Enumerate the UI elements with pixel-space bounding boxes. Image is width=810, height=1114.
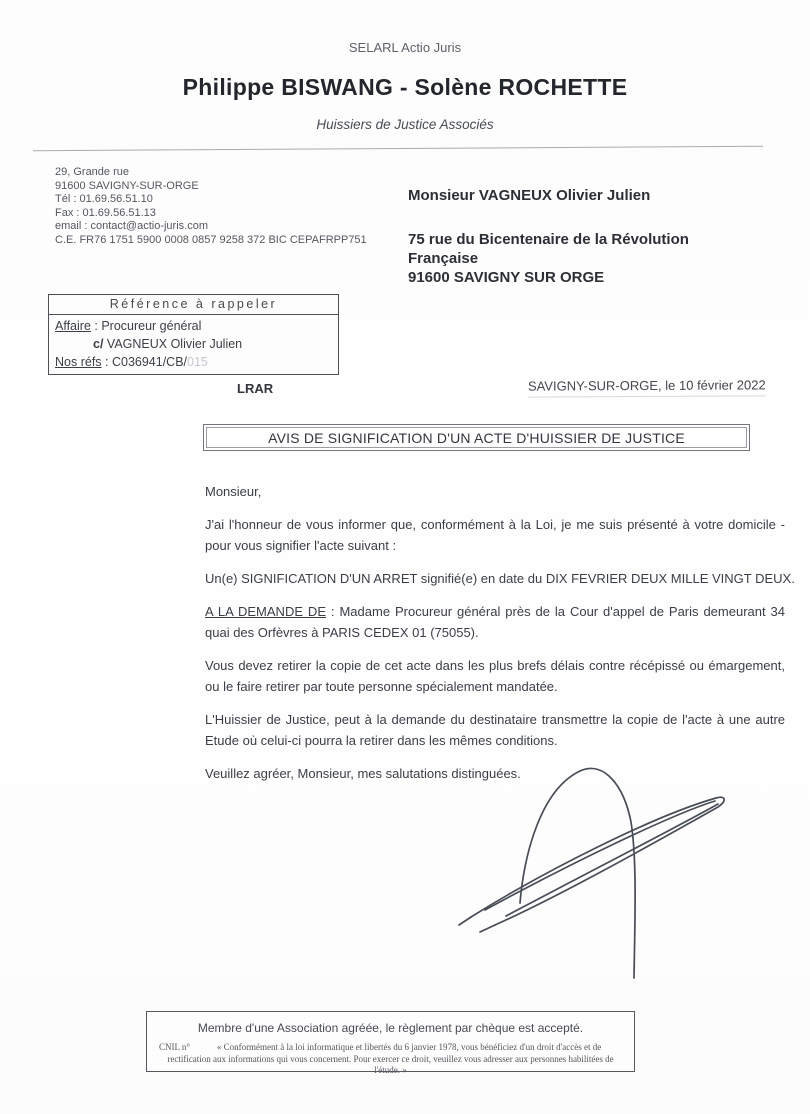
recipient-address-block — [408, 186, 689, 287]
refs-faint-suffix: 015 — [187, 355, 208, 369]
office-bank-details: C.E. FR76 1751 5900 0008 0857 9258 372 BIC CEPAFRPP751 — [55, 233, 367, 246]
reference-refs-row — [49, 351, 338, 374]
footer-box — [146, 1011, 635, 1075]
office-fax: Fax : 01.69.56.51.13 — [55, 206, 156, 219]
paragraph-demande — [205, 601, 785, 643]
closing-formula: Veuillez agréer, Monsieur, mes salutations distinguées. — [205, 766, 521, 781]
bailiff-names: Philippe BISWANG - Solène ROCHETTE — [182, 74, 628, 100]
demande-label: A LA DEMANDE DE — [205, 604, 326, 619]
reference-affaire-row — [49, 315, 338, 333]
document-title: AVIS DE SIGNIFICATION D'UN ACTE D'HUISSIER DE JUSTICE — [203, 424, 750, 451]
office-address-line: 29, Grande rue — [55, 166, 129, 178]
reference-box-header: Référence à rappeler — [49, 295, 338, 315]
office-phone: Tél : 01.69.56.51.10 — [55, 193, 153, 205]
association-membership-note: Membre d'une Association agréée, le règlement par chèque est accepté. — [197, 1021, 584, 1035]
refs-label: Nos réfs — [55, 355, 102, 369]
letter-body — [205, 481, 795, 784]
contre-label: c/ — [93, 337, 104, 351]
paragraph-retrait: Vous devez retirer la copie de cet acte dans les plus brefs délais contre récépissé ou émargement, ou le faire retirer par toute personne spécialement mandatée. — [205, 658, 785, 694]
bailiff-title: Huissiers de Justice Associés — [316, 117, 494, 132]
demande-text: : Madame Procureur général près de la Cour d'appel de Paris demeurant 34 quai des Orfèvres à PARIS CEDEX 01 (75055). — [205, 604, 785, 640]
paragraph-huissier: L'Huissier de Justice, peut à la demande du destinataire transmettre la copie de l'acte à une autre Etude où celui-ci pourra la retirer dans les mêmes conditions. — [205, 712, 785, 748]
cnil-notice-text: « Conformément à la loi informatique et libertés du 6 janvier 1978, vous bénéficiez d'un droit d'accès et de rectification aux informations qui vous concernent. Pour exercer ce droit, veuillez vous adresser aux personnes habilitées de l'étude. » — [167, 1042, 614, 1075]
paragraph-intro: J'ai l'honneur de vous informer que, conformément à la Loi, je me suis présenté à votre domicile - pour vous signifier l'acte suivant : — [205, 517, 785, 553]
contre-value: VAGNEUX Olivier Julien — [103, 337, 243, 351]
signature-strokes — [459, 768, 724, 978]
affaire-value: : Procureur général — [90, 319, 202, 333]
recipient-city: 91600 SAVIGNY SUR ORGE — [408, 269, 605, 286]
office-email: email : contact@actio-juris.com — [55, 220, 208, 232]
affaire-label: Affaire — [55, 319, 91, 333]
office-address-line: 91600 SAVIGNY-SUR-ORGE — [55, 179, 199, 192]
refs-value: : C036941/CB/ — [101, 355, 188, 369]
recipient-spacer — [408, 205, 689, 230]
company-name: SELARL Actio Juris — [348, 40, 462, 55]
salutation: Monsieur, — [205, 484, 262, 499]
office-address-block — [55, 166, 367, 247]
cnil-notice — [159, 1042, 622, 1077]
recipient-street-2: Française — [408, 250, 479, 267]
place-date-line: SAVIGNY-SUR-ORGE, le 10 février 2022 — [528, 377, 766, 397]
cnil-number-label: CNIL n° — [159, 1042, 191, 1052]
handwritten-signature — [428, 756, 762, 994]
recipient-street: 75 rue du Bicentenaire de la Révolution — [408, 231, 689, 248]
reference-box — [48, 294, 339, 375]
lrar-mention: LRAR — [237, 381, 274, 396]
reference-contre-row — [49, 333, 338, 351]
letterhead-divider — [33, 146, 763, 151]
recipient-name: Monsieur VAGNEUX Olivier Julien — [408, 187, 651, 204]
paragraph-act: Un(e) SIGNIFICATION D'UN ARRET signifié(e) en date du DIX FEVRIER DEUX MILLE VINGT DEUX. — [205, 571, 795, 586]
